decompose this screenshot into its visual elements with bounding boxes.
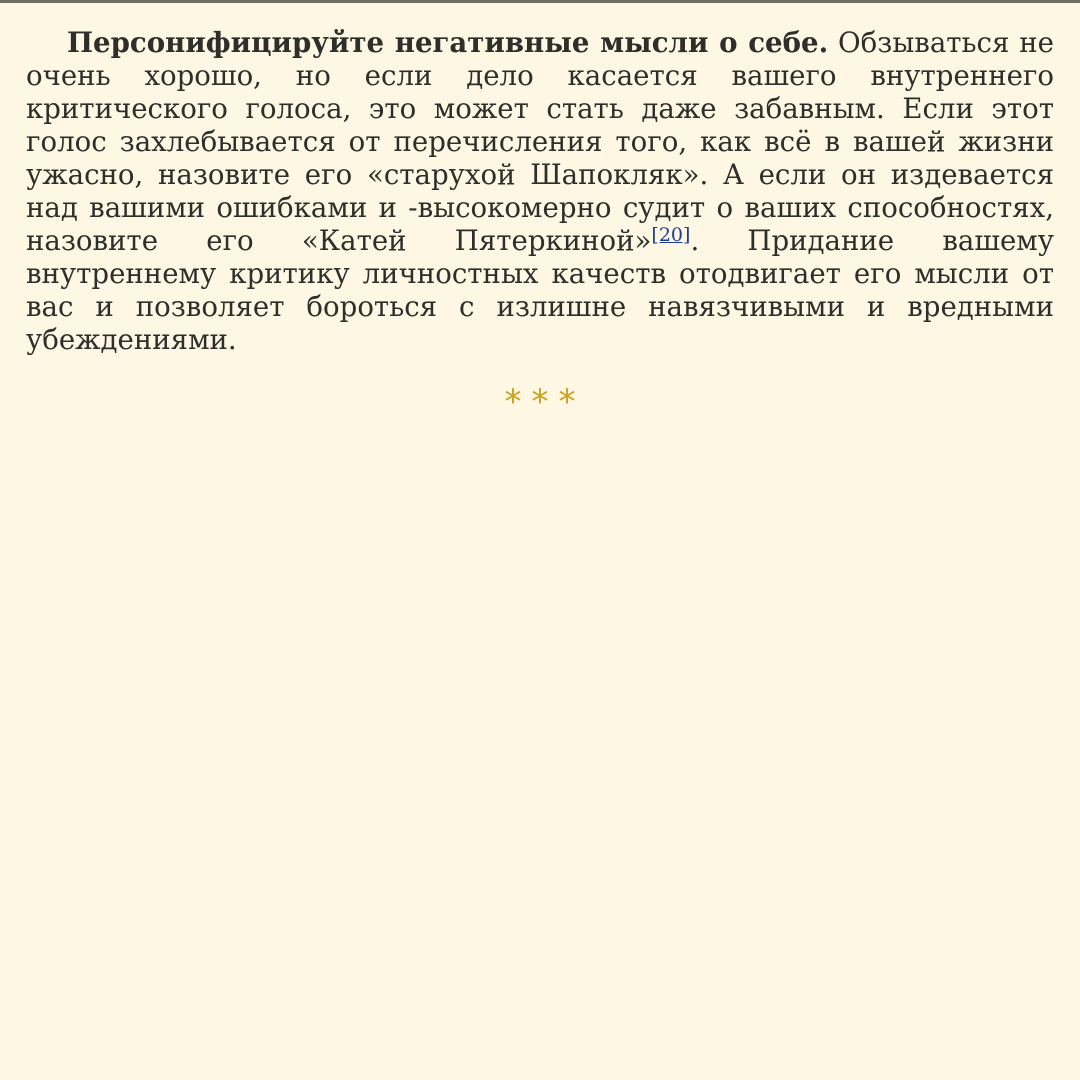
top-divider (0, 0, 1080, 3)
paragraph-text: Обзываться не очень хорошо, но если дело касается вашего внутреннего критического голоса, это может стать даже забавным. Если этот голос захлебывается от перечисления того, как всё в вашей жизни ужасно, назовите его «старухой Шапокляк». А если он издевается над вашими ошибками и -высокомерно судит о ваших способностях, назовите его «Катей Пятеркиной» (26, 26, 1054, 257)
paragraph-lead: Персонифицируйте негативные мысли о себе. (67, 26, 829, 59)
paragraph-text-continued: . Придание вашему внутреннему критику личностных качеств отодвигает его мысли от вас и позволяет бороться с излишне навязчивыми и вредными убеждениями. (26, 224, 1054, 356)
body-paragraph (26, 26, 1054, 356)
reader-page (26, 26, 1054, 422)
footnote-link[interactable]: [20] (651, 224, 691, 246)
section-separator: *** (504, 382, 586, 422)
